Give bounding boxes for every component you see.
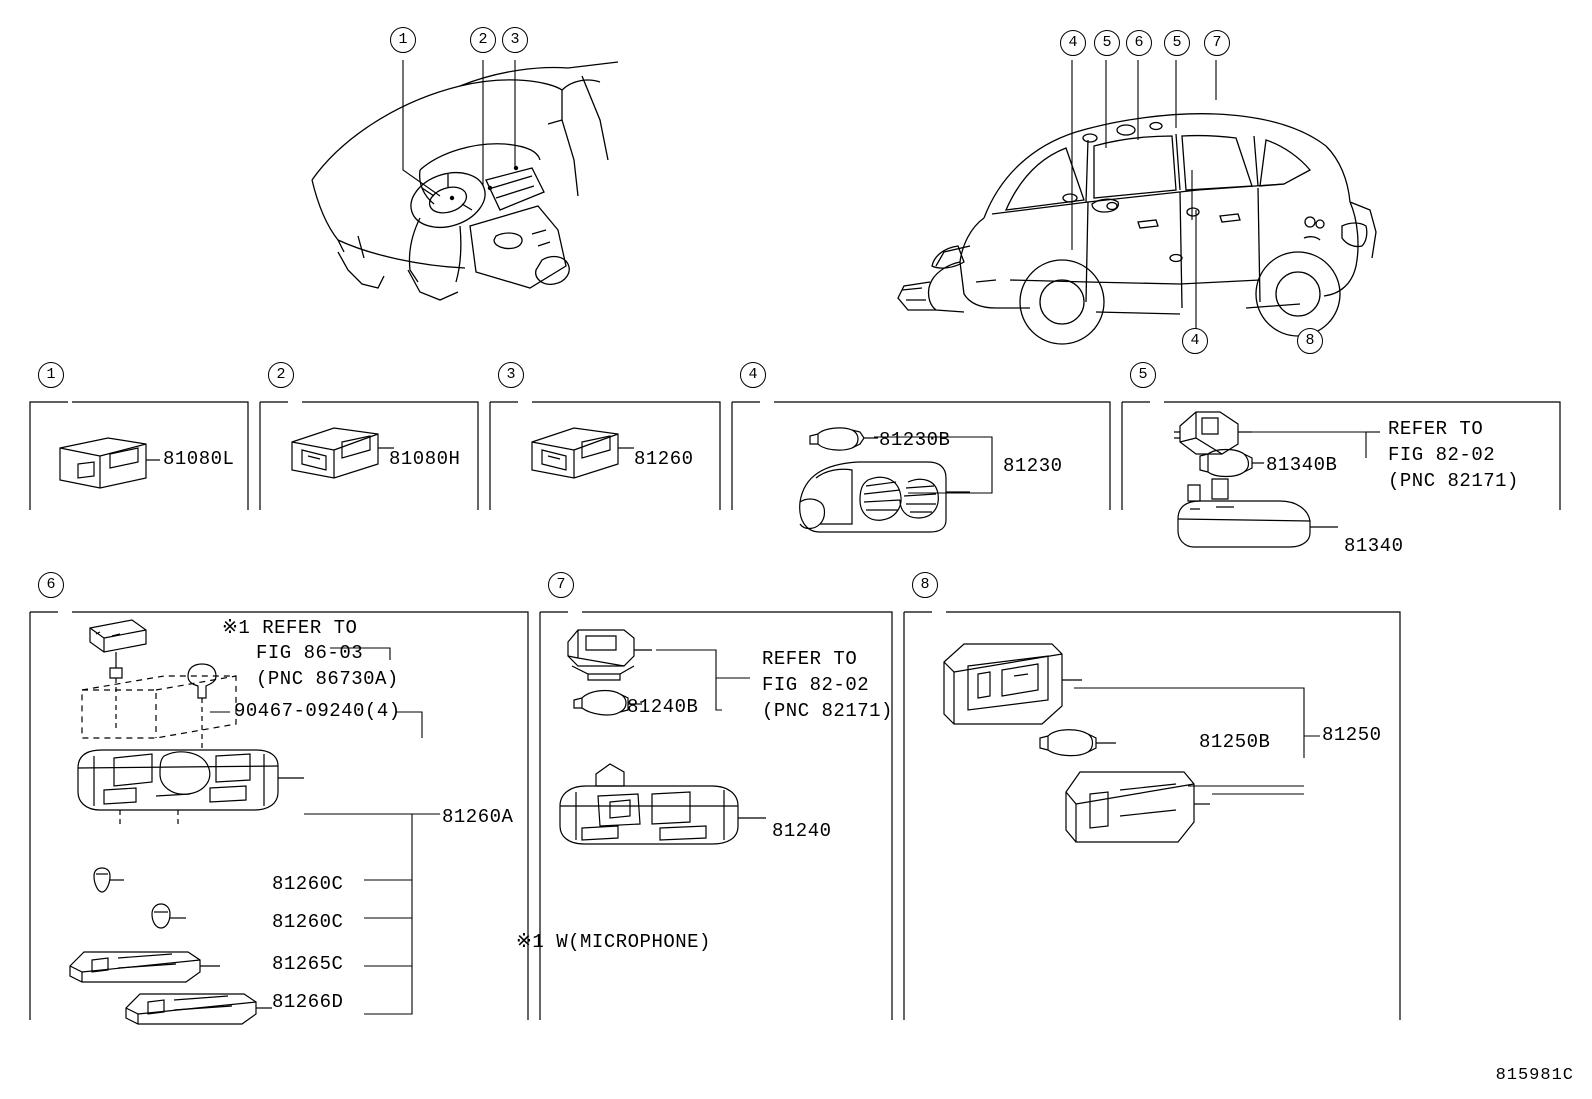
part-label-81260: 81260 bbox=[634, 448, 694, 470]
refer-text-7-line3: (PNC 82171) bbox=[762, 700, 893, 722]
part-illustration-81260C-bulb2 bbox=[142, 898, 202, 938]
section-number-3: 3 bbox=[498, 362, 524, 388]
part-label-81260C-2: 81260C bbox=[272, 911, 344, 933]
part-illustration-81260C-bulb1 bbox=[84, 862, 144, 902]
section-number-5: 5 bbox=[1130, 362, 1156, 388]
section-number-6: 6 bbox=[38, 572, 64, 598]
part-label-90467-09240: 90467-09240(4) bbox=[234, 700, 401, 722]
part-label-81230: 81230 bbox=[1003, 455, 1063, 477]
callout-body-4b: 4 bbox=[1182, 328, 1208, 354]
note-microphone: ※1 W(MICROPHONE) bbox=[516, 931, 711, 953]
refer-text-5-line3: (PNC 82171) bbox=[1388, 470, 1519, 492]
vehicle-illustration bbox=[880, 50, 1380, 350]
part-label-81080H: 81080H bbox=[389, 448, 461, 470]
part-label-81260A: 81260A bbox=[442, 806, 514, 828]
part-label-81240B: 81240B bbox=[627, 696, 699, 718]
figure-code: 815981C bbox=[1495, 1066, 1574, 1085]
refer-text-6-line3: (PNC 86730A) bbox=[256, 668, 399, 690]
callout-body-8: 8 bbox=[1297, 328, 1323, 354]
part-illustration-81230-lamp bbox=[780, 448, 1040, 558]
callout-dash-2: 2 bbox=[470, 27, 496, 53]
part-label-81260C-1: 81260C bbox=[272, 873, 344, 895]
section-number-4: 4 bbox=[740, 362, 766, 388]
section-number-1: 1 bbox=[38, 362, 64, 388]
section-number-2: 2 bbox=[268, 362, 294, 388]
part-label-81080L: 81080L bbox=[163, 448, 235, 470]
part-illustration-81250-lens bbox=[1050, 760, 1250, 860]
section-number-7: 7 bbox=[548, 572, 574, 598]
callout-body-4: 4 bbox=[1060, 30, 1086, 56]
refer-text-7-line2: FIG 82-02 bbox=[762, 674, 870, 696]
refer-text-6-line2: FIG 86-03 bbox=[256, 642, 364, 664]
callout-dash-1: 1 bbox=[390, 27, 416, 53]
dashboard-illustration bbox=[300, 20, 630, 320]
refer-text-5-line2: FIG 82-02 bbox=[1388, 444, 1496, 466]
part-label-81250B: 81250B bbox=[1199, 731, 1271, 753]
callout-body-5b: 5 bbox=[1164, 30, 1190, 56]
refer-text-7-line1: REFER TO bbox=[762, 648, 858, 670]
callout-dash-3: 3 bbox=[502, 27, 528, 53]
part-label-81340: 81340 bbox=[1344, 535, 1404, 557]
part-label-81240: 81240 bbox=[772, 820, 832, 842]
part-label-81266D: 81266D bbox=[272, 991, 344, 1013]
part-illustration-81240-lamp bbox=[540, 750, 800, 870]
refer-text-6-line1: ※1 REFER TO bbox=[222, 617, 358, 639]
part-label-81265C: 81265C bbox=[272, 953, 344, 975]
part-label-81250: 81250 bbox=[1322, 724, 1382, 746]
section-number-8: 8 bbox=[912, 572, 938, 598]
part-label-81230B: 81230B bbox=[879, 429, 951, 451]
callout-body-6: 6 bbox=[1126, 30, 1152, 56]
callout-body-5a: 5 bbox=[1094, 30, 1120, 56]
part-label-81340B: 81340B bbox=[1266, 454, 1338, 476]
refer-text-5-line1: REFER TO bbox=[1388, 418, 1484, 440]
callout-body-7: 7 bbox=[1204, 30, 1230, 56]
